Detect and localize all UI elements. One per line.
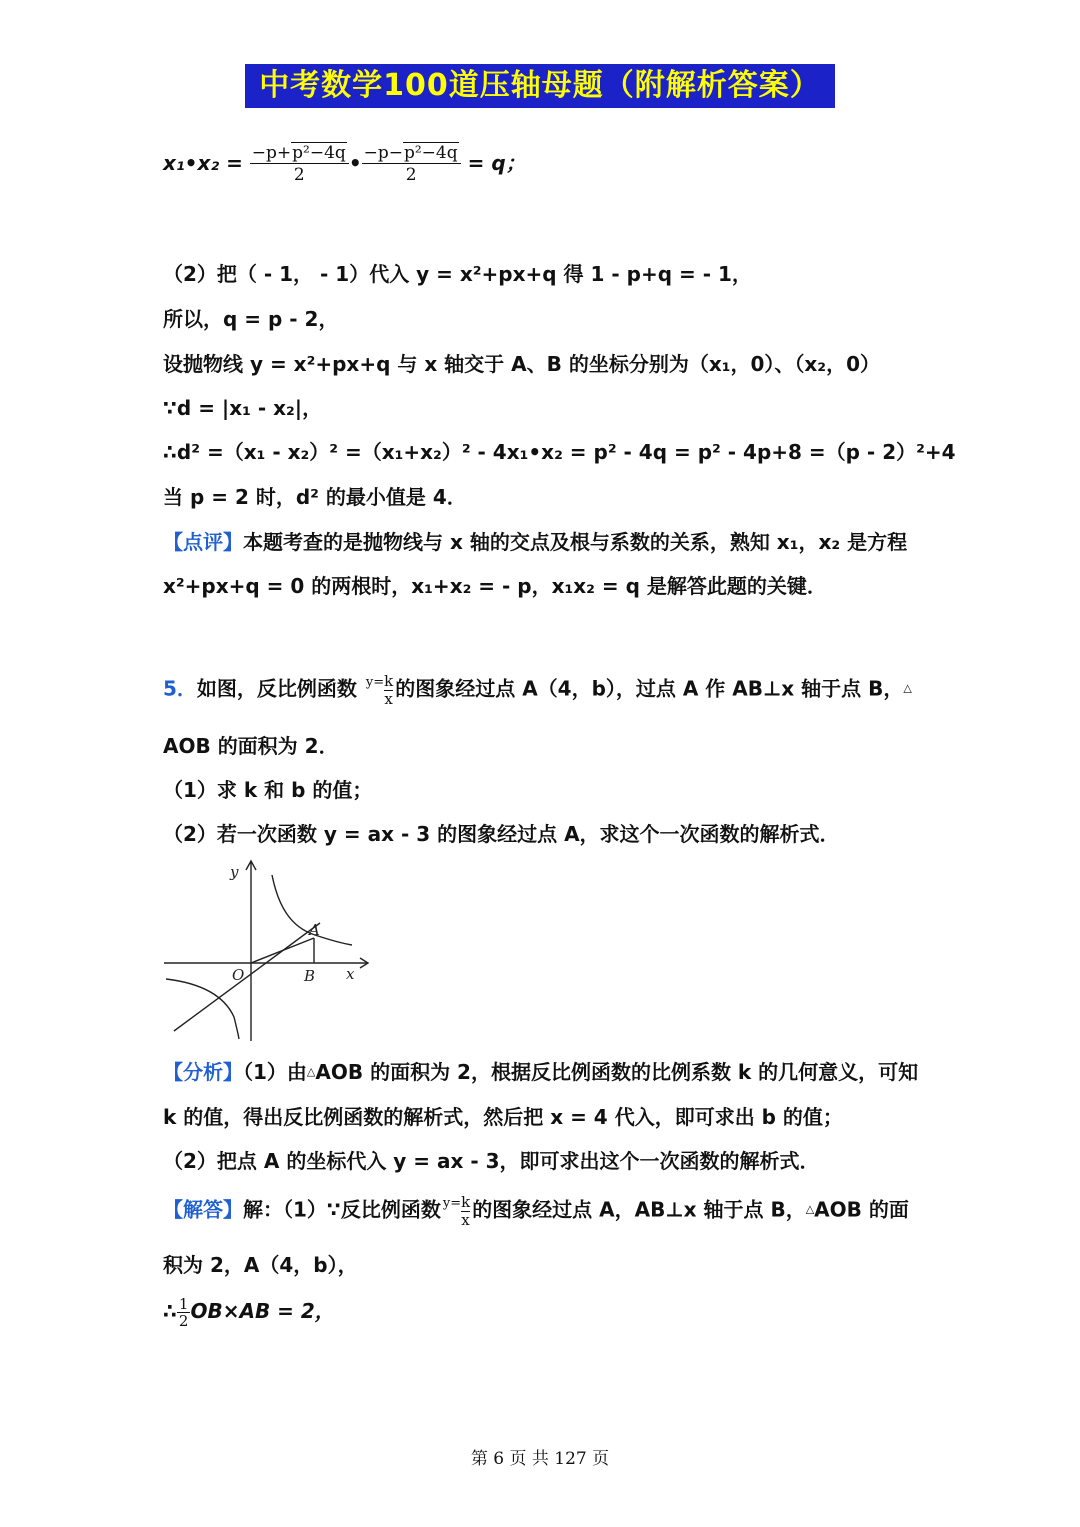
part2-line-1: （2）把（ - 1， - 1）代入 y = x²+px+q 得 1 - p+q = - 1， [163,262,752,286]
part2-line-4: ∵d = |x₁ - x₂|， [163,396,323,420]
product-formula [163,143,526,186]
comment-tag: 【点评】 [163,530,243,554]
question-5-line-1: 5．如图，反比例函数 y=k x 的图象经过点 A（4，b），过点 A 作 AB⊥x 轴于点 B，△ [163,672,912,708]
coordinate-graph [160,855,375,1045]
part2-line-2: 所以，q = p - 2， [163,307,339,331]
analysis-tag: 【分析】 [163,1060,243,1084]
inverse-function-fraction: y=k x [365,672,394,708]
product-lhs: x₁•x₂ = [163,151,243,175]
part2-line-5: ∴d² =（x₁ - x₂）² =（x₁+x₂）² - 4x₁•x₂ = p² - 4q = p² - 4p+8 =（p - 2）²+4 [163,440,956,464]
answer-line-3: ∴ $\frac{1}{2}$ OB×AB = 2， [163,1295,335,1330]
question-5-part-1: （1）求 k 和 b 的值； [163,778,373,802]
answer-tag: 【解答】 [163,1197,243,1222]
answer-line-1: 【解答】解：（1）∵反比例函数 y=k x 的图象经过点 A，AB⊥x 轴于点 B，△AOB 的面 [163,1193,909,1229]
label-point-b: B [304,967,316,985]
triangle-symbol: △ [903,681,912,695]
one-half-fraction: $\frac{1}{2}$ [178,1295,189,1330]
root-fraction-2: $\frac{\text{−p−p²−4q}}{2}$ [362,143,461,186]
answer-line-2: 积为 2，A（4，b）， [163,1253,358,1277]
part2-line-6: 当 p = 2 时，d² 的最小值是 4． [163,485,467,509]
page-title-banner: 中考数学100道压轴母题（附解析答案） [245,64,835,108]
comment-line-1: 【点评】本题考查的是抛物线与 x 轴的交点及根与系数的关系，熟知 x₁，x₂ 是方程 [163,530,908,554]
question-number: 5． [163,676,197,701]
multiply-dot: • [348,151,362,175]
linear-function-line [174,923,320,1031]
label-y: y [230,863,239,881]
question-5-line-2: AOB 的面积为 2． [163,734,339,758]
analysis-line-3: （2）把点 A 的坐标代入 y = ax - 3，即可求出这个一次函数的解析式． [163,1149,820,1173]
answer-inverse-fraction: y=k x [442,1193,471,1229]
part2-line-3: 设抛物线 y = x²+px+q 与 x 轴交于 A、B 的坐标分别为（x₁，0）、（x₂，0） [163,352,880,376]
label-x: x [346,965,355,983]
segment-oa [251,938,314,963]
page-footer: 第 6 页 共 127 页 [470,1449,610,1469]
hyperbola-branch-q3 [166,979,239,1039]
question-5-part-2: （2）若一次函数 y = ax - 3 的图象经过点 A，求这个一次函数的解析式． [163,822,840,846]
label-point-a: A [309,921,320,939]
label-origin: O [232,966,245,984]
analysis-line-1: 【分析】（1）由△AOB 的面积为 2，根据反比例函数的比例系数 k 的几何意义，可知 [163,1060,919,1084]
product-rhs: = q； [467,151,526,175]
analysis-line-2: k 的值，得出反比例函数的解析式，然后把 x = 4 代入，即可求出 b 的值； [163,1105,843,1129]
comment-line-2: x²+px+q = 0 的两根时，x₁+x₂ = - p，x₁x₂ = q 是解答此题的关键． [163,574,827,598]
root-fraction-1: $\frac{\text{−p+p²−4q}}{2}$ [250,143,349,186]
